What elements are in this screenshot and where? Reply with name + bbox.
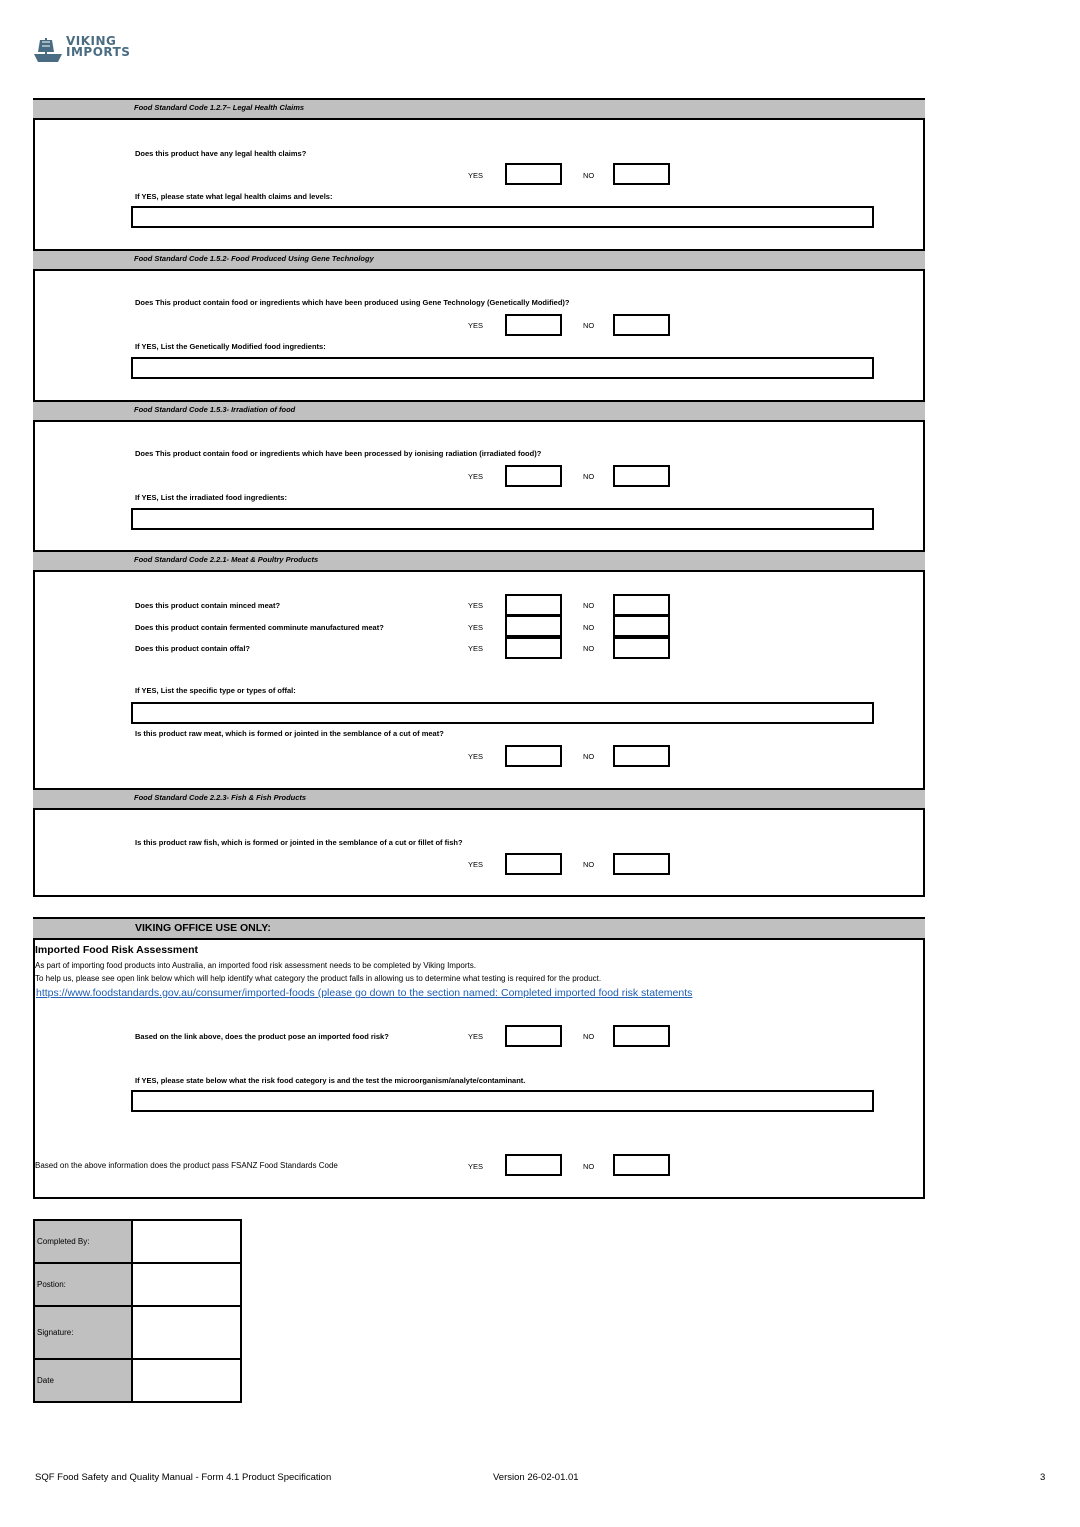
office-use-frame: [33, 917, 925, 1199]
date-text: Date: [37, 1376, 54, 1385]
yes-label: YES: [468, 1162, 484, 1171]
question-legal-claims: Does this product have any legal health claims?: [135, 149, 307, 158]
minced-no-box[interactable]: [613, 594, 670, 616]
question-minced-meat: Does this product contain minced meat?: [135, 601, 281, 610]
gm-no-box[interactable]: [613, 314, 670, 336]
offal-yes-box[interactable]: [505, 637, 562, 659]
legal-claims-field[interactable]: [131, 206, 874, 228]
question-fsanz-pass: Based on the above information does the product pass FSANZ Food Standards Code: [35, 1161, 338, 1170]
completed-by-text: Completed By:: [37, 1237, 90, 1246]
position-field[interactable]: [131, 1262, 242, 1307]
fermented-yes-box[interactable]: [505, 615, 562, 637]
offal-types-field[interactable]: [131, 702, 874, 724]
logo-line-1: VIKING: [66, 34, 117, 48]
irradiated-ingredients-field[interactable]: [131, 508, 874, 530]
no-label: NO: [583, 321, 595, 330]
yes-label: YES: [468, 860, 484, 869]
risk-category-field[interactable]: [131, 1090, 874, 1112]
section-title-gm: Food Standard Code 1.5.2- Food Produced Using Gene Technology: [134, 254, 374, 263]
question-raw-fish: Is this product raw fish, which is formed or jointed in the semblance of a cut or fillet of fish?: [135, 838, 463, 847]
no-label: NO: [583, 1162, 595, 1171]
position-text: Postion:: [37, 1280, 66, 1289]
gm-ingredients-field[interactable]: [131, 357, 874, 379]
section-title-meat: Food Standard Code 2.2.1- Meat & Poultry Products: [134, 555, 319, 564]
irradiation-no-box[interactable]: [613, 465, 670, 487]
section-header-legal: [33, 98, 925, 120]
completed-by-field[interactable]: [131, 1219, 242, 1264]
no-label: NO: [583, 623, 595, 632]
viking-ship-icon: [32, 36, 66, 64]
question-offal: Does this product contain offal?: [135, 644, 251, 653]
section-header-meat: [33, 550, 925, 572]
raw-fish-no-box[interactable]: [613, 853, 670, 875]
legal-yes-box[interactable]: [505, 163, 562, 185]
section-title-irradiation: Food Standard Code 1.5.3- Irradiation of food: [134, 405, 296, 414]
no-label: NO: [583, 1032, 595, 1041]
section-title-legal: Food Standard Code 1.2.7– Legal Health Claims: [134, 103, 305, 112]
logo-line-2: IMPORTS: [66, 45, 131, 59]
position-label: [33, 1262, 133, 1307]
legal-no-box[interactable]: [613, 163, 670, 185]
viking-imports-logo: [32, 36, 132, 66]
no-label: NO: [583, 752, 595, 761]
no-label: NO: [583, 601, 595, 610]
import-risk-no-box[interactable]: [613, 1025, 670, 1047]
raw-fish-yes-box[interactable]: [505, 853, 562, 875]
yes-label: YES: [468, 321, 484, 330]
section-header-irradiation: [33, 400, 925, 422]
signature-label: [33, 1305, 133, 1360]
yes-label: YES: [468, 752, 484, 761]
section-header-gm: [33, 249, 925, 271]
raw-meat-no-box[interactable]: [613, 745, 670, 767]
import-risk-yes-box[interactable]: [505, 1025, 562, 1047]
section-title-fish: Food Standard Code 2.2.3- Fish & Fish Products: [134, 793, 307, 802]
date-field[interactable]: [131, 1358, 242, 1403]
signature-field[interactable]: [131, 1305, 242, 1360]
followup-gm: If YES, List the Genetically Modified food ingredients:: [135, 342, 326, 351]
footer-version: Version 26-02-01.01: [493, 1472, 579, 1483]
foodstandards-link[interactable]: https://www.foodstandards.gov.au/consumer/imported-foods (please go down to the section named: Completed imported food risk statements: [36, 987, 693, 999]
question-irradiation: Does This product contain food or ingredients which have been processed by ionising radiation (irradiated food)?: [135, 449, 542, 458]
raw-meat-yes-box[interactable]: [505, 745, 562, 767]
no-label: NO: [583, 472, 595, 481]
yes-label: YES: [468, 623, 484, 632]
fsanz-no-box[interactable]: [613, 1154, 670, 1176]
office-use-title: VIKING OFFICE USE ONLY:: [135, 922, 271, 934]
followup-irradiation: If YES, List the irradiated food ingredients:: [135, 493, 287, 502]
date-label: [33, 1358, 133, 1403]
question-fermented-meat: Does this product contain fermented comminute manufactured meat?: [135, 623, 384, 632]
yes-label: YES: [468, 644, 484, 653]
gm-yes-box[interactable]: [505, 314, 562, 336]
question-import-risk: Based on the link above, does the product pose an imported food risk?: [135, 1032, 389, 1041]
followup-offal: If YES, List the specific type or types of offal:: [135, 686, 296, 695]
section-header-fish: [33, 788, 925, 810]
no-label: NO: [583, 860, 595, 869]
yes-label: YES: [468, 1032, 484, 1041]
minced-yes-box[interactable]: [505, 594, 562, 616]
fermented-no-box[interactable]: [613, 615, 670, 637]
irradiation-yes-box[interactable]: [505, 465, 562, 487]
followup-legal: If YES, please state what legal health claims and levels:: [135, 192, 333, 201]
completed-by-label: [33, 1219, 133, 1264]
followup-risk-category: If YES, please state below what the risk food category is and the test the microorganism/analyte/contaminant.: [135, 1076, 526, 1085]
no-label: NO: [583, 171, 595, 180]
offal-no-box[interactable]: [613, 637, 670, 659]
yes-label: YES: [468, 601, 484, 610]
risk-paragraph-1: As part of importing food products into Australia, an imported food risk assessment needs to be completed by Viking Imports.: [35, 961, 476, 970]
question-raw-meat: Is this product raw meat, which is formed or jointed in the semblance of a cut of meat?: [135, 729, 444, 738]
question-gm: Does This product contain food or ingredients which have been produced using Gene Technology (Genetically Modified)?: [135, 298, 570, 307]
risk-assessment-title: Imported Food Risk Assessment: [35, 944, 198, 956]
fsanz-yes-box[interactable]: [505, 1154, 562, 1176]
risk-paragraph-2: To help us, please see open link below which will help identify what category the product falls in allowing us to determine what testing is required for the product.: [35, 974, 602, 983]
yes-label: YES: [468, 472, 484, 481]
yes-label: YES: [468, 171, 484, 180]
footer-document-title: SQF Food Safety and Quality Manual - Form 4.1 Product Specification: [35, 1472, 332, 1483]
signature-text: Signature:: [37, 1328, 74, 1337]
no-label: NO: [583, 644, 595, 653]
footer-page-number: 3: [1040, 1472, 1046, 1483]
